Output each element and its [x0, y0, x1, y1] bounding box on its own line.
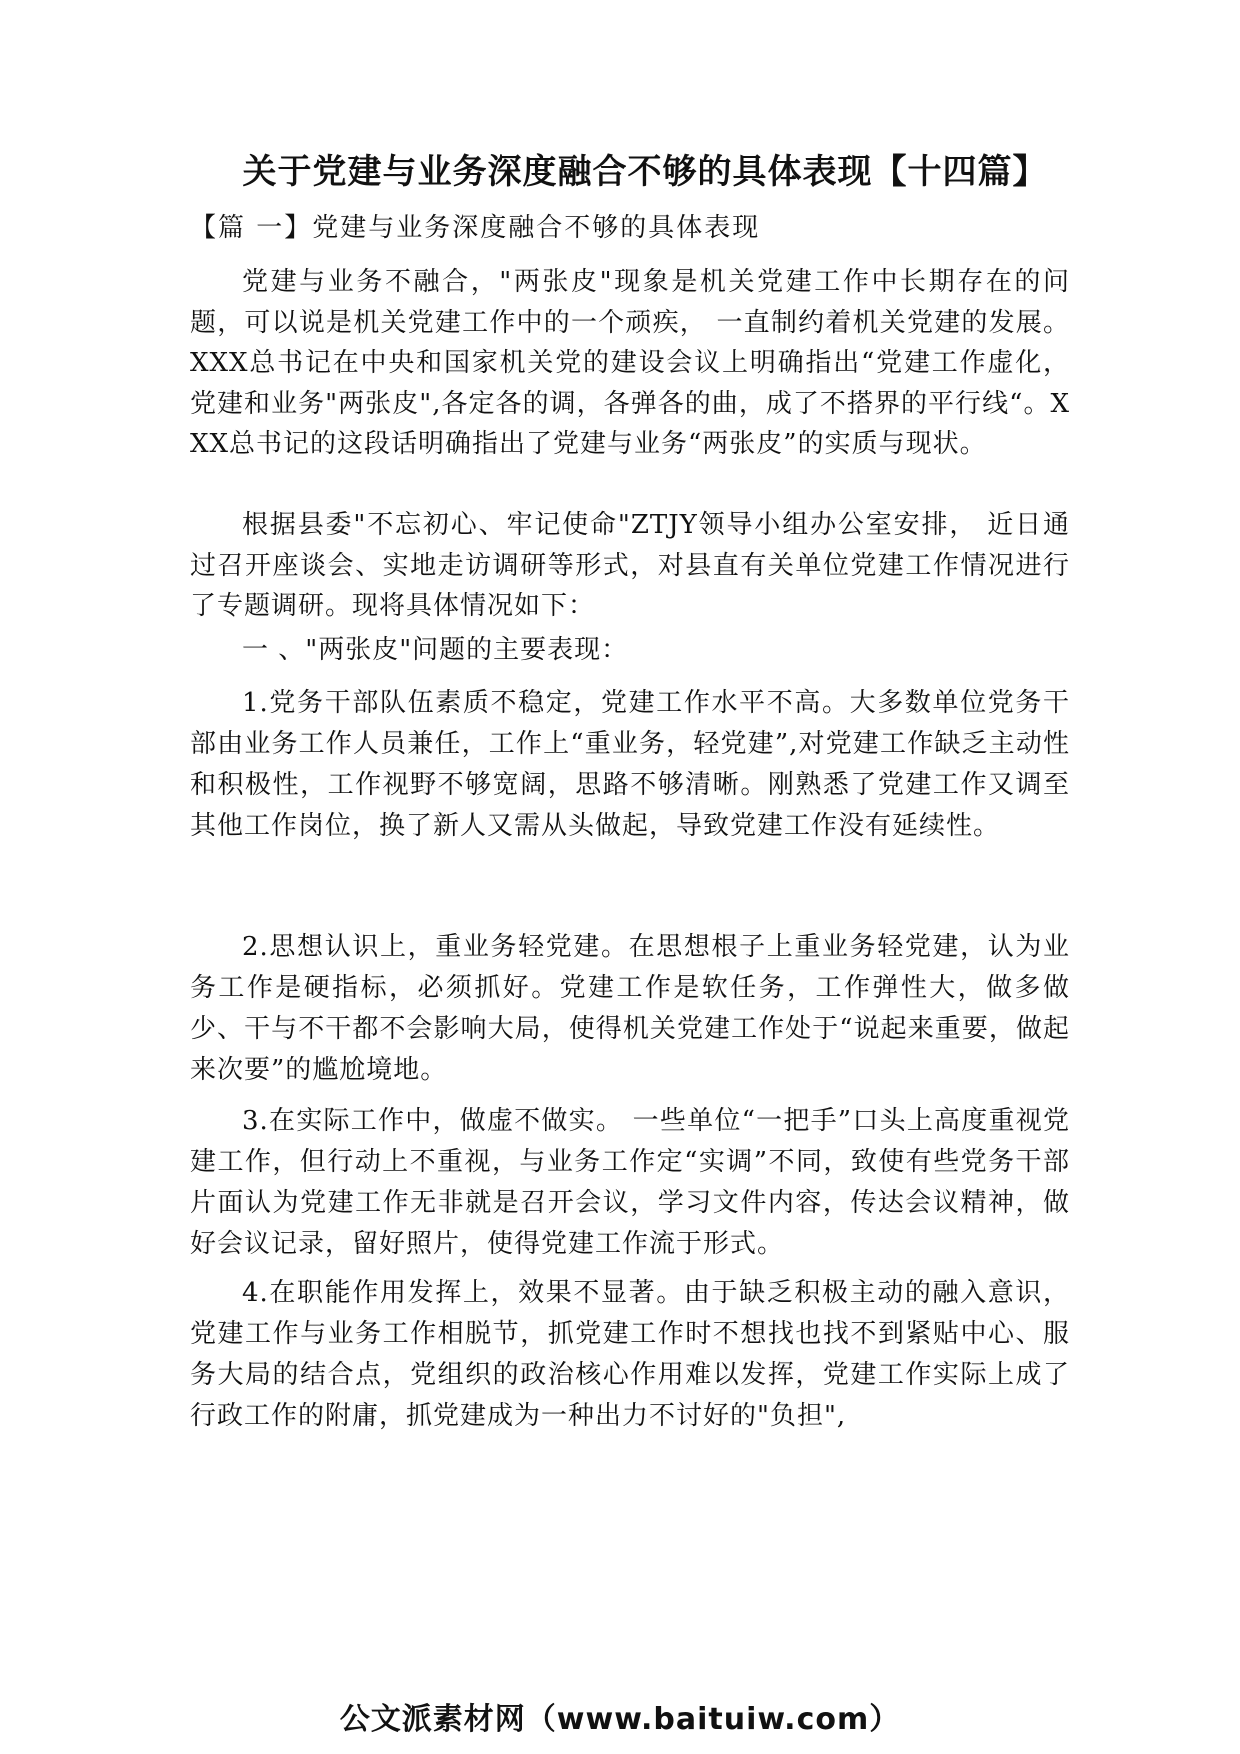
paragraph-subheading: 一 、"两张皮"问题的主要表现：	[242, 635, 629, 665]
paragraph-point-4: 4.在职能作用发挥上，效果不显著。由于缺乏积极主动的融入意识，党建工作与业务工作相脱节，抓党建工作时不想找也找不到紧贴中心、服务大局的结合点，党组织的政治核心作用难以发挥，党建工作实际上成了行政工作的附庸，抓党建成为一种出力不讨好的"负担",	[190, 1278, 1070, 1431]
document-title: 关于党建与业务深度融合不够的具体表现【十四篇】	[242, 152, 1048, 192]
footer-watermark: 公文派素材网（www.baituiw.com）	[339, 1702, 901, 1737]
paragraph-point-2: 2.思想认识上，重业务轻党建。在思想根子上重业务轻党建，认为业务工作是硬指标，必须抓好。党建工作是软任务，工作弹性大，做多做少、干与不干都不会影响大局，使得机关党建工作处于“说起来重要，做起来次要”的尴尬境地。	[190, 932, 1070, 1085]
paragraph-point-1: 1.党务干部队伍素质不稳定，党建工作水平不高。大多数单位党务干部由业务工作人员兼任，工作上“重业务，轻党建”,对党建工作缺乏主动性和积极性，工作视野不够宽阔，思路不够清晰。刚熟悉了党建工作又调至其他工作岗位，换了新人又需从头做起，导致党建工作没有延续性。	[190, 688, 1070, 841]
section-heading: 【篇 一】党建与业务深度融合不够的具体表现	[190, 213, 761, 243]
paragraph-background: 根据县委"不忘初心、牢记使命"ZTJY领导小组办公室安排， 近日通过召开座谈会、实地走访调研等形式，对县直有关单位党建工作情况进行了专题调研。现将具体情况如下：	[190, 510, 1070, 621]
paragraph-intro: 党建与业务不融合，"两张皮"现象是机关党建工作中长期存在的问题，可以说是机关党建工作中的一个顽疾， 一直制约着机关党建的发展。XXX总书记在中央和国家机关党的建设会议上明确指出“党建工作虚化，党建和业务"两张皮",各定各的调，各弹各的曲，成了不搭界的平行线“。XXX总书记的这段话明确指出了党建与业务“两张皮”的实质与现状。	[190, 267, 1070, 459]
paragraph-point-3: 3.在实际工作中，做虚不做实。 一些单位“一把手”口头上高度重视党建工作，但行动上不重视，与业务工作定“实调”不同，致使有些党务干部片面认为党建工作无非就是召开会议，学习文件内容，传达会议精神，做好会议记录，留好照片，使得党建工作流于形式。	[190, 1106, 1070, 1259]
